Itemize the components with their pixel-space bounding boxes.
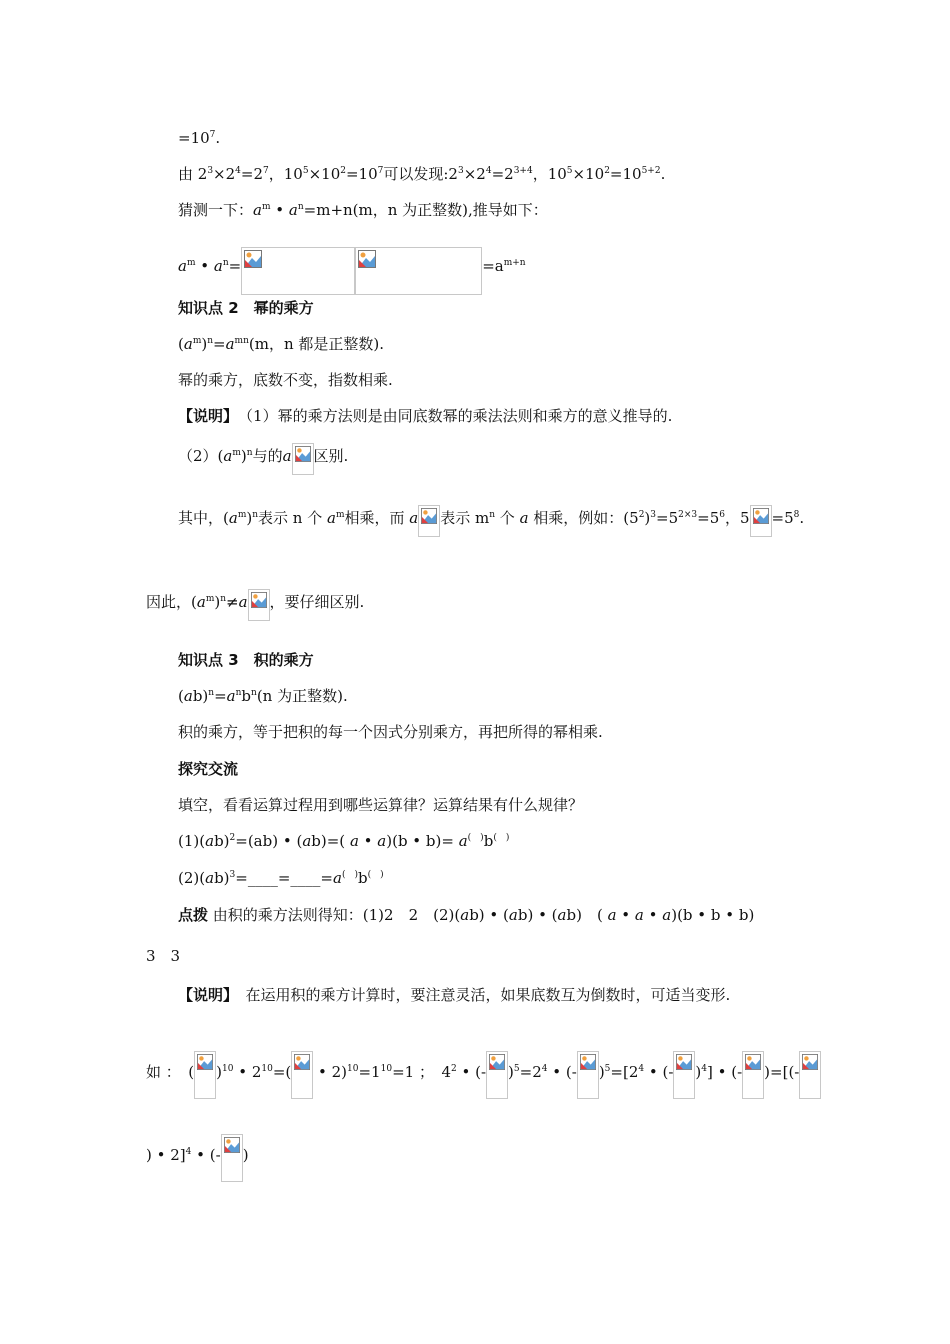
broken-image-icon	[241, 247, 355, 295]
k2-title: 知识点 2 幂的乘方	[178, 299, 314, 317]
k2-example: 其中，$(a^m)^n$表示 n 个 $a^m$相乘，而 a 表示 $m^n$ 个 a 相乘，例如：$(5^2)^3=5^{2\times 3}=5^6$，5 $=5^8$.	[178, 505, 804, 537]
k3-formula: $(ab)^n=a^nb^n(n$ 为正整数).	[178, 687, 348, 705]
broken-image-icon	[673, 1051, 695, 1099]
line-guess: 猜测一下：$a^m$ • $a^n=m+n(m$，n 为正整数),推导如下：	[178, 201, 548, 219]
broken-image-icon	[799, 1051, 821, 1099]
hint: 点拨 由积的乘方法则得知：(1)2 2 (2)(ab) • (ab) • (ab) ( a • a • a)(b • b • b)	[178, 906, 755, 924]
hint-continued: 3 3	[146, 947, 181, 965]
broken-image-icon	[248, 589, 270, 621]
broken-image-icon	[742, 1051, 764, 1099]
broken-image-icon	[291, 1051, 313, 1099]
line-result-10-7: $=10^7$.	[178, 129, 221, 147]
example-line: 如 ： ( )$^{10}$ • $2^{10}=$( • $2)^{10}=1^{10}=1$ ； $4^2$ • (- )$^5=2^4$ • (- )$^5=[2^4$ • (- )$^4$] • (- )=[(-	[146, 1051, 821, 1099]
k2-note: 【说明】 （1）幂的乘方法则是由同底数幂的乘法法则和乘方的意义推导的.	[178, 407, 673, 425]
broken-image-icon	[577, 1051, 599, 1099]
broken-image-icon	[221, 1134, 243, 1182]
k3-rule: 积的乘方，等于把积的每一个因式分别乘方，再把所得的幂相乘.	[178, 723, 603, 741]
line-observation: 由 $2^3\times 2^4=2^7$，$10^5\times 10^2=10^7$可以发现$:2^3\times 2^4=2^{3+4}$，$10^5\times 10^2=10^{5+2}$.	[178, 165, 666, 183]
k2-formula: $(a^m)^n=a^{mn}(m$，n 都是正整数).	[178, 335, 385, 353]
k3-note: 【说明】 在运用积的乘方计算时，要注意灵活，如果底数互为倒数时，可适当变形.	[178, 986, 731, 1004]
broken-image-icon	[292, 443, 314, 475]
k3-title: 知识点 3 积的乘方	[178, 651, 314, 669]
broken-image-icon	[418, 505, 440, 537]
broken-image-icon	[194, 1051, 216, 1099]
example-continued: ) • 2]$^4$ • (- )	[146, 1134, 249, 1182]
broken-image-icon	[750, 505, 772, 537]
broken-image-icon	[486, 1051, 508, 1099]
question-1: (1)(ab)$^2$=(ab) • (ab)=( a • a)(b • b)= a( )b( )	[178, 832, 510, 850]
broken-image-icon	[355, 247, 482, 295]
k2-rule: 幂的乘方，底数不变，指数相乘.	[178, 371, 393, 389]
k2-conclusion: 因此，$(a^m)^n\ne a$ ，要仔细区别.	[146, 589, 364, 621]
k2-note-2: $(2)(a^m)^n$与的a 区别.	[178, 443, 348, 475]
explore-question: 填空，看看运算过程用到哪些运算律？运算结果有什么规律？	[178, 796, 584, 814]
question-2: (2)(ab)$^3$=____=____=a( )b( )	[178, 869, 384, 887]
line-derivation: $a^m$ • $a^n=$ $=a^{m+n}$	[178, 247, 526, 295]
explore-title: 探究交流	[178, 760, 239, 778]
